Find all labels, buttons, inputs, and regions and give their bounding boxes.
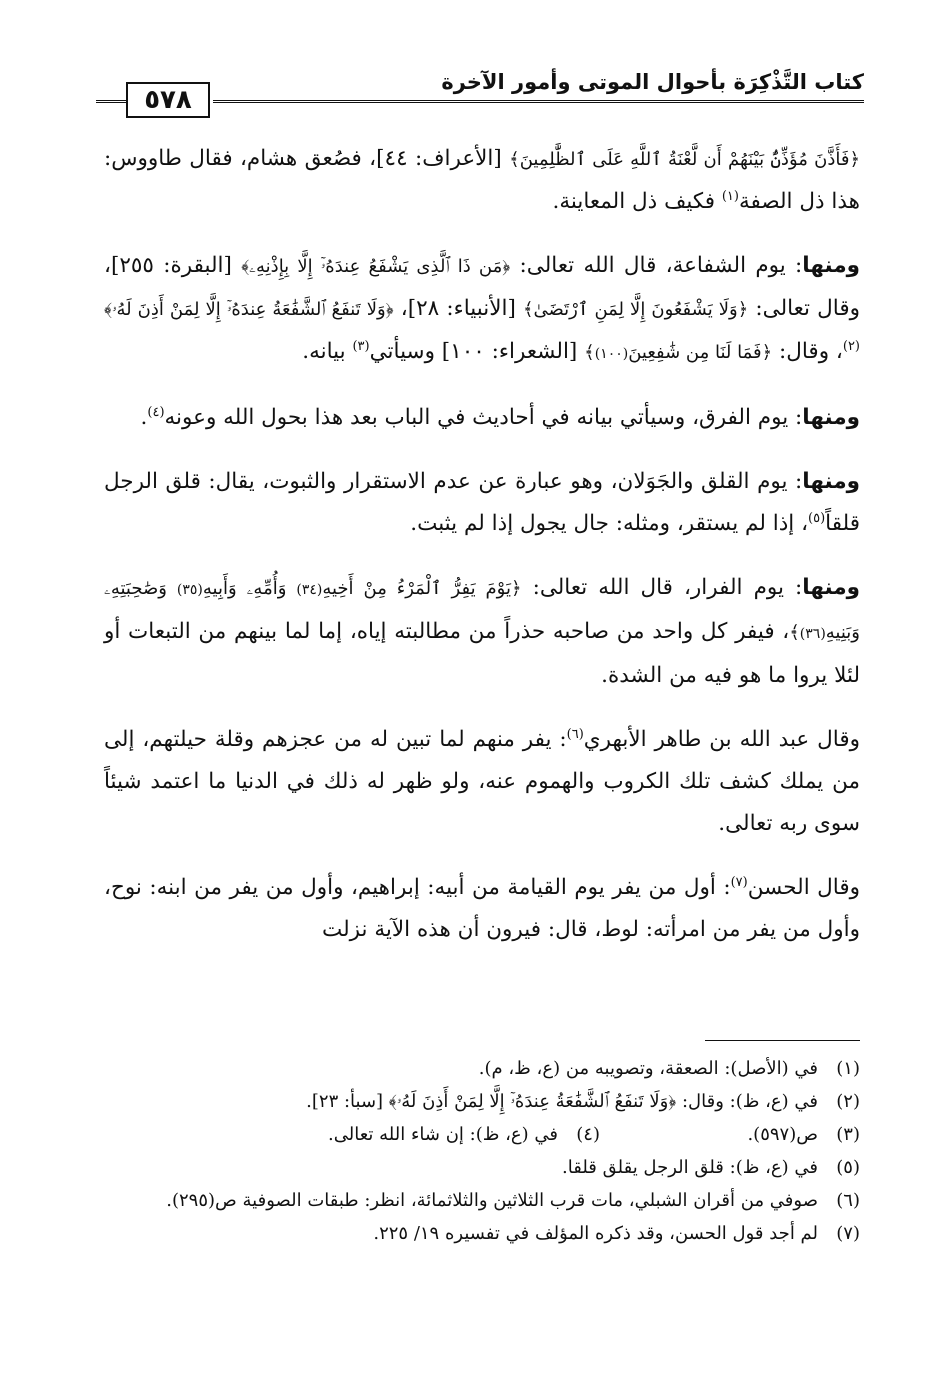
footnote-ref: (٦) <box>566 726 584 742</box>
footnote-item <box>328 1118 600 1151</box>
footnote-text: في (ع، ظ): إن شاء الله تعالى. <box>328 1124 558 1145</box>
footnote-text: في (الأصل): الصعقة، وتصويبه من (ع، ظ، م). <box>478 1058 818 1079</box>
quran-verse: ﴿فَمَا لَنَا مِن شَٰفِعِينَ <box>628 342 773 363</box>
footnote-ref: (١) <box>721 188 739 204</box>
footnotes <box>104 1052 860 1250</box>
footnote-number: (١) <box>836 1058 860 1079</box>
paragraph-text: وقال الحسن <box>747 875 860 900</box>
quran-verse: وَأُمِّهِۦ وَأَبِيهِ <box>202 578 297 599</box>
footnote-item <box>600 1118 860 1151</box>
paragraph-text: [الأنبياء: ٢٨]، <box>393 296 523 321</box>
paragraph-6 <box>104 719 860 845</box>
paragraph-text: [البقرة: ٢٥٥]، وقال تعالى: <box>104 253 861 321</box>
paragraph-text: . <box>140 405 148 430</box>
paragraph-3 <box>104 397 860 439</box>
aya-number: (٣٥) <box>176 582 203 598</box>
header-rule-stub <box>96 100 126 103</box>
page-header <box>96 66 864 114</box>
lead-word: ومنها <box>802 469 860 494</box>
footnote-ref: (٥) <box>808 510 826 526</box>
quran-bracket: ﴾ <box>789 622 800 643</box>
quran-verse: ﴿فَأَذَّنَ مُؤَذِّنٌۢ بَيْنَهُمْ أَن لَّعْنَةُ ٱللَّهِ عَلَى ٱلظَّٰلِمِينَ﴾ <box>509 149 860 170</box>
quran-verse: ﴿يَوْمَ يَفِرُّ ٱلْمَرْءُ مِنْ أَخِيهِ <box>322 578 522 599</box>
quran-verse: ﴿وَلَا تَنفَعُ ٱلشَّفَٰعَةُ عِندَهُۥٓ إِلَّا لِمَنْ أَذِنَ لَهُۥ﴾ <box>104 299 394 320</box>
main-text <box>104 138 860 973</box>
paragraph-text: ، وقال: <box>772 339 843 364</box>
quran-verse: ﴿مَن ذَا ٱلَّذِى يَشْفَعُ عِندَهُۥٓ إِلَّا بِإِذْنِهِۦ﴾ <box>241 256 511 277</box>
paragraph-text: ، فيفر كل واحد من صاحبه حذراً من مطالبته إياه، إما لما بينهم من التبعات أو لئلا يروا ما هو فيه من الشدة. <box>104 619 860 688</box>
paragraph-text: فكيف ذل المعاينة. <box>552 189 722 214</box>
footnote-text: لم أجد قول الحسن، وقد ذكره المؤلف في تفسيره ١٩/ ٢٢٥. <box>373 1223 818 1244</box>
footnote-number: (٦) <box>836 1190 860 1211</box>
lead-word: ومنها <box>802 253 860 278</box>
page-number: ٥٧٨ <box>126 82 210 118</box>
footnote-item <box>104 1184 860 1217</box>
paragraph-text: : أول من يفر يوم القيامة من أبيه: إبراهيم، وأول من يفر من ابنه: نوح، وأول من يفر من امرأته: لوط، قال: فيرون أن هذه الآية نزلت <box>104 875 860 942</box>
paragraph-text: : يوم الفرق، وسيأتي بيانه في أحاديث في الباب بعد هذا بحول الله وعونه <box>164 405 803 430</box>
paragraph-text: : يوم الشفاعة، قال الله تعالى: <box>510 253 803 278</box>
footnote-text: في (ع، ظ): وقال: ﴿وَلَا تَنفَعُ ٱلشَّفَٰعَةُ عِندَهُۥٓ إِلَّا لِمَنْ أَذِنَ لَهُۥ﴾ [سبأ: ٢٣]. <box>306 1091 818 1112</box>
paragraph-1 <box>104 138 860 223</box>
paragraph-text: : يوم الفرار، قال الله تعالى: <box>521 575 803 600</box>
paragraph-text: [الشعراء: ١٠٠] وسيأتي <box>369 339 585 364</box>
footnote-number: (٢) <box>836 1091 860 1112</box>
aya-number: (٣٦) <box>799 626 826 642</box>
footnote-ref: (٢) <box>842 338 860 354</box>
paragraph-4 <box>104 461 860 545</box>
footnote-number: (٥) <box>836 1157 860 1178</box>
paragraph-text: ، إذا لم يستقر، ومثله: جال يجول إذا لم يثبت. <box>410 511 809 536</box>
footnote-ref: (٧) <box>730 874 748 890</box>
footnote-text: في (ع، ظ): قلق الرجل يقلق قلقا. <box>562 1157 818 1178</box>
paragraph-text: وقال عبد الله بن طاهر الأبهري <box>583 727 861 752</box>
header-rule <box>213 100 864 103</box>
footnote-item <box>104 1052 860 1085</box>
paragraph-2 <box>104 245 860 375</box>
running-title: كتاب التَّذْكِرَة بأحوال الموتى وأمور الآخرة <box>441 70 864 94</box>
paragraph-text: [الأعراف: ٤٤]، فصُعق هشام، فقال طاووس: هذا ذل الصفة <box>104 146 860 214</box>
aya-number: (٣٤) <box>296 582 323 598</box>
footnote-separator <box>705 1040 860 1041</box>
footnote-text: ص(٥٩٧). <box>747 1124 818 1145</box>
footnote-ref: (٣) <box>352 338 370 354</box>
quran-bracket: ﴾ <box>584 342 595 363</box>
paragraph-5 <box>104 567 860 697</box>
paragraph-text: : يوم القلق والجَوَلان، وهو عبارة عن عدم الاستقرار والثبوت، يقال: قلق الرجل قلقاً <box>104 469 860 536</box>
footnote-ref: (٤) <box>147 404 165 420</box>
footnote-text: صوفي من أقران الشبلي، مات قرب الثلاثين والثلاثمائة، انظر: طبقات الصوفية ص(٢٩٥). <box>166 1190 818 1211</box>
footnote-item <box>104 1217 860 1250</box>
paragraph-text: بيانه. <box>302 339 353 364</box>
lead-word: ومنها <box>802 405 860 430</box>
quran-verse: وَصَٰحِبَتِهِۦ وَبَنِيهِ <box>104 578 860 643</box>
footnote-number: (٤) <box>576 1124 600 1145</box>
footnote-row <box>104 1118 860 1151</box>
paragraph-text: : يفر منهم لما تبين له من عجزهم وقلة حيلتهم، إلى من يملك كشف تلك الكروب والهموم عنه، ولو ظهر له ذلك في الدنيا ما اعتمد شيئاً سوى ربه تعالى. <box>104 727 860 836</box>
footnote-item <box>104 1151 860 1184</box>
footnote-item <box>104 1085 860 1118</box>
footnote-number: (٣) <box>836 1124 860 1145</box>
paragraph-7 <box>104 867 860 951</box>
aya-number: (١٠٠) <box>594 346 629 362</box>
lead-word: ومنها <box>802 575 860 600</box>
quran-verse: ﴿وَلَا يَشْفَعُونَ إِلَّا لِمَنِ ٱرْتَضَىٰ﴾ <box>523 299 749 320</box>
footnote-number: (٧) <box>836 1223 860 1244</box>
